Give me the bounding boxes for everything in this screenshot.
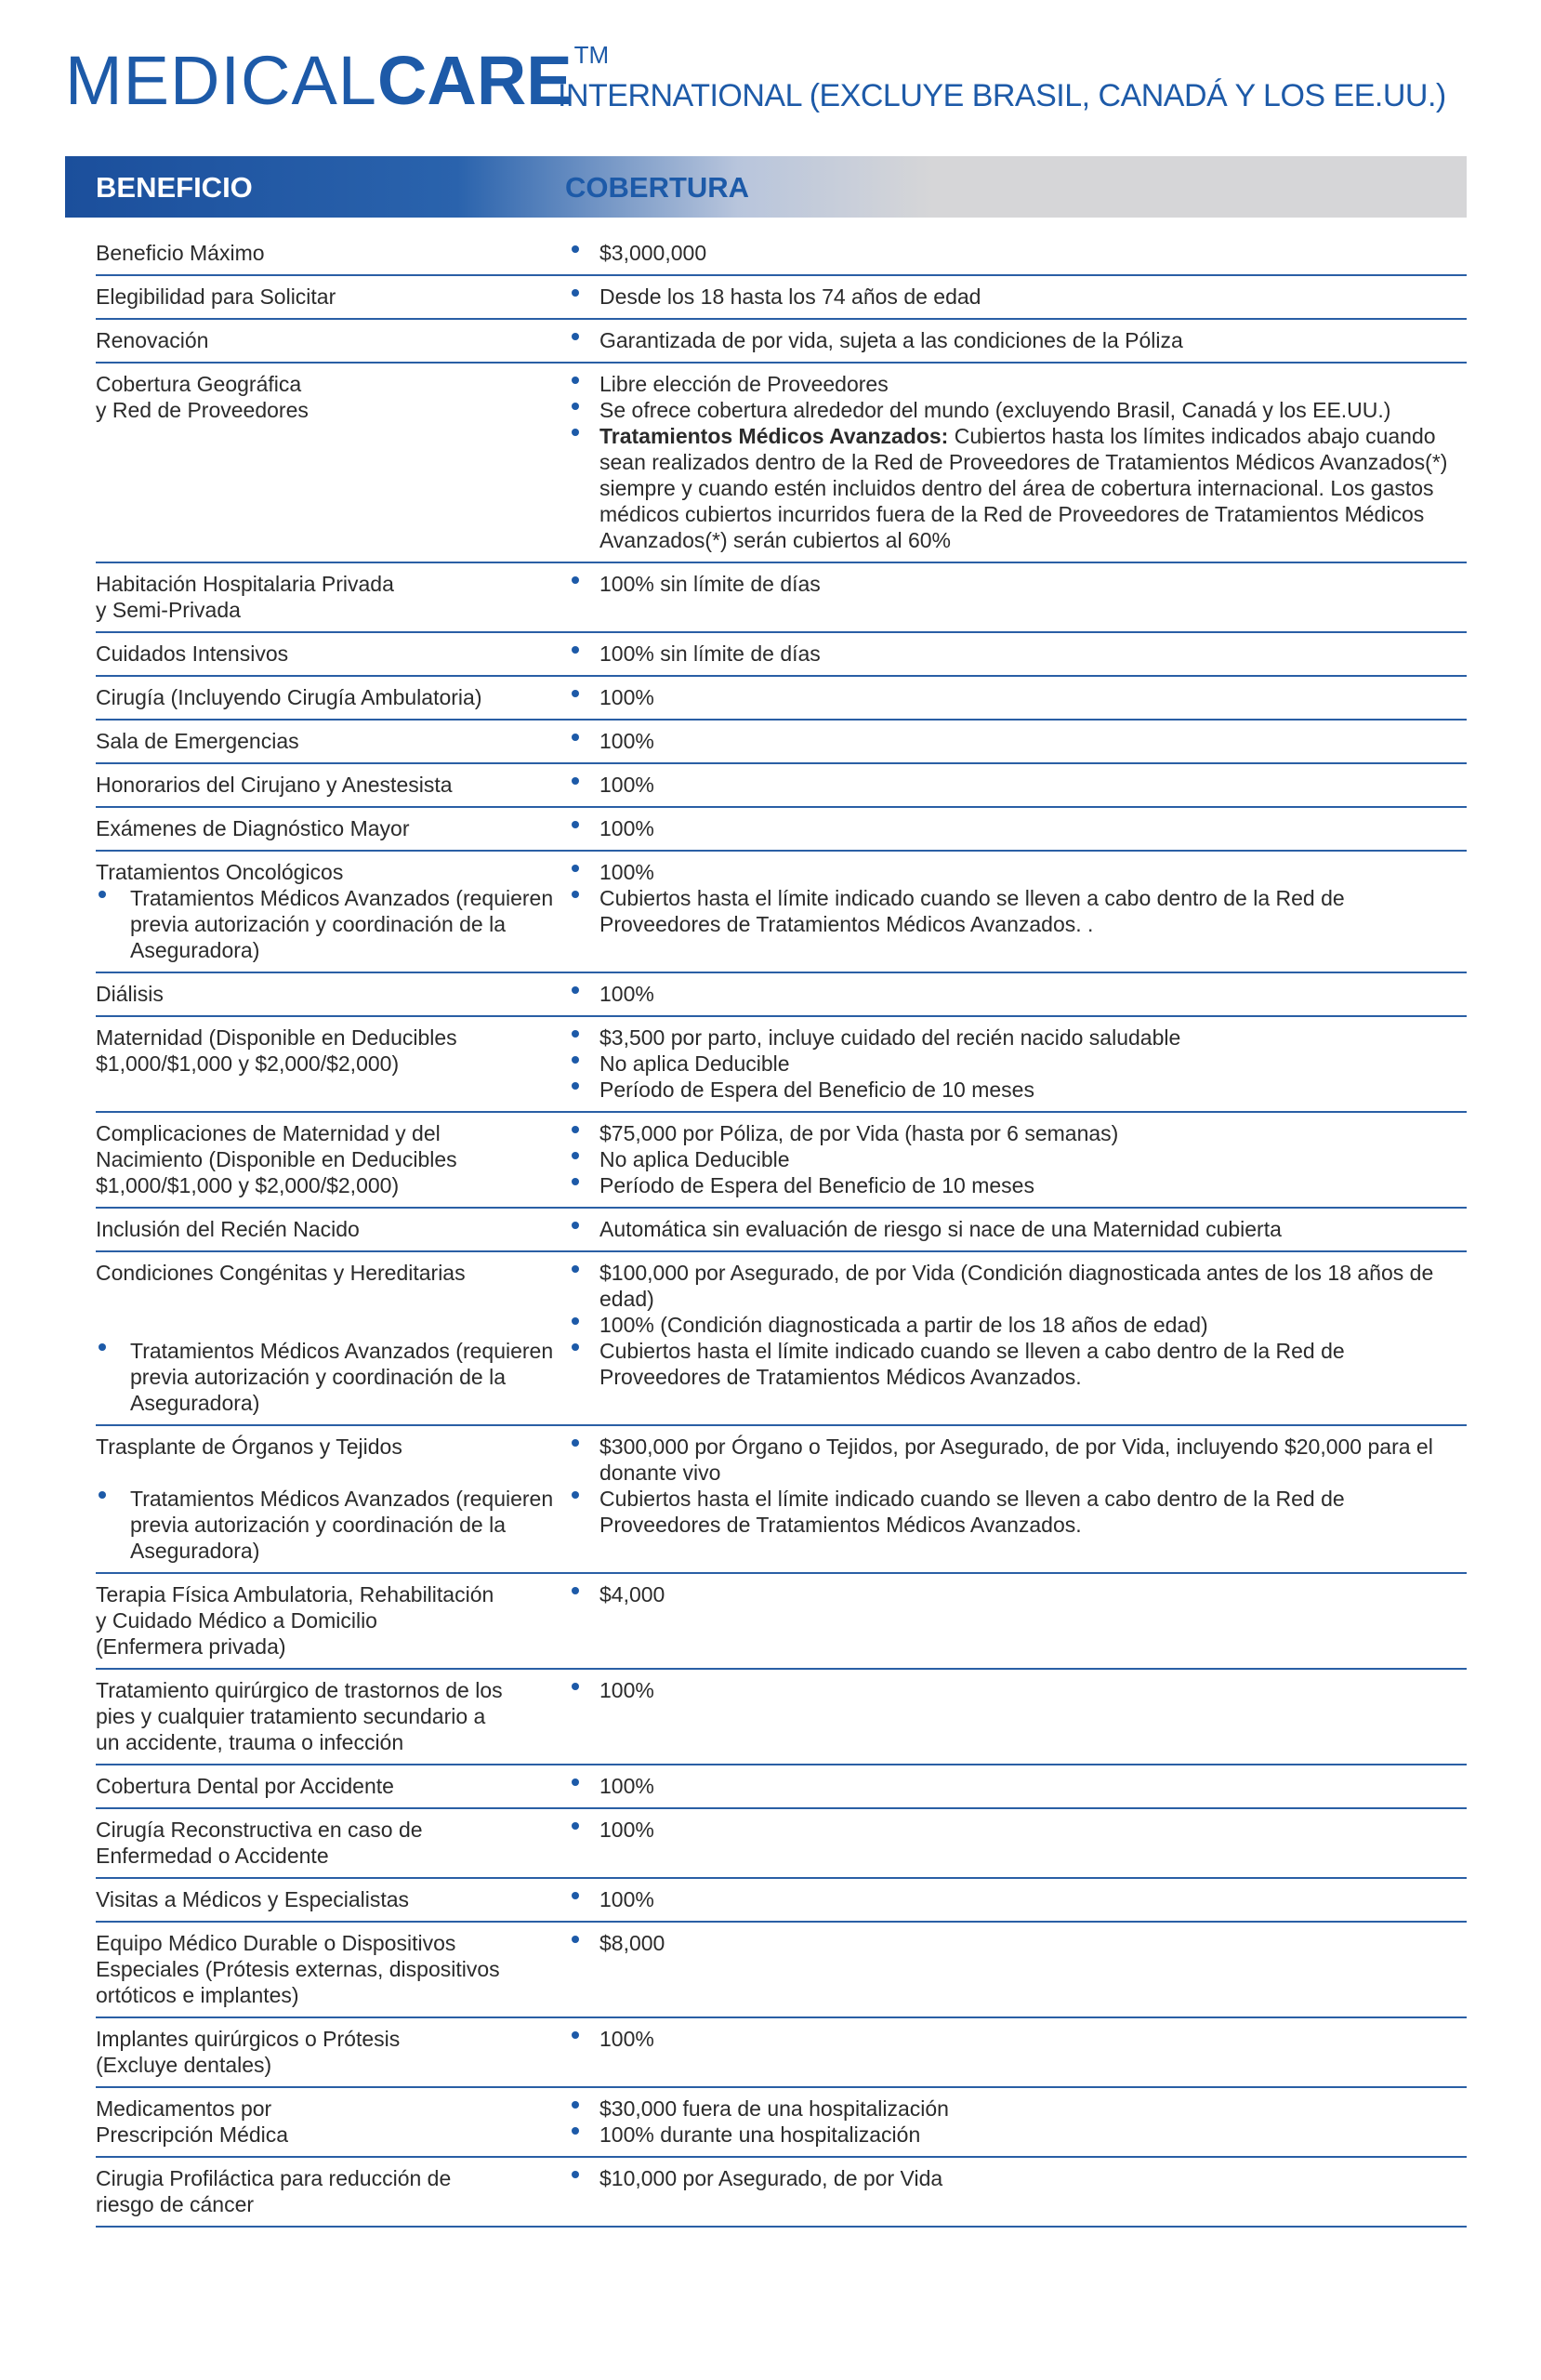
benefit-label: Cuidados Intensivos <box>96 641 289 666</box>
benefit-cell <box>96 1434 565 1564</box>
table-row <box>96 276 1467 320</box>
benefit-label: Tratamientos Oncológicos <box>96 860 344 884</box>
coverage-cell <box>565 1886 1467 1912</box>
benefit-cell <box>96 2096 565 2148</box>
benefit-label: Visitas a Médicos y Especialistas <box>96 1887 410 1911</box>
coverage-item: Desde los 18 hasta los 74 años de edad <box>565 284 1467 310</box>
coverage-item: 100% sin límite de días <box>565 641 1467 667</box>
coverage-cell <box>565 1581 1467 1659</box>
benefit-cell <box>96 1773 565 1799</box>
table-row <box>96 1879 1467 1923</box>
document-subtitle: INTERNATIONAL (EXCLUYE BRASIL, CANADÁ Y LOS EE.UU.) <box>558 78 1446 113</box>
coverage-item: $75,000 por Póliza, de por Vida (hasta por 6 semanas) <box>565 1120 1467 1146</box>
benefit-label: Terapia Física Ambulatoria, Rehabilitación <box>96 1582 494 1606</box>
coverage-item: $3,500 por parto, incluye cuidado del recién nacido saludable <box>565 1025 1467 1051</box>
benefit-label: riesgo de cáncer <box>96 2192 255 2216</box>
coverage-item: 100% <box>565 684 1467 710</box>
benefit-cell <box>96 641 565 667</box>
coverage-item-text: Cubiertos hasta los límites indicados abajo cuando sean realizados dentro de la Red de Proveedores de Tratamientos Médicos Avanzados(*) siempre y cuando estén incluidos dentro del área de cobertura internacional. Los gastos médicos cubiertos incurridos fuera de la Red de Proveedores de Tratamientos Médicos Avanzados(*) serán cubiertos al 60% <box>599 424 1448 552</box>
benefit-label: Habitación Hospitalaria Privada <box>96 572 394 596</box>
table-row <box>96 320 1467 364</box>
coverage-cell <box>565 1773 1467 1799</box>
coverage-item: 100% <box>565 2026 1467 2052</box>
benefit-cell <box>96 684 565 710</box>
brand-bold: CARE <box>376 42 573 119</box>
coverage-item: Cubiertos hasta el límite indicado cuando se lleven a cabo dentro de la Red de Proveedores de Tratamientos Médicos Avanzados. <box>565 1338 1467 1390</box>
benefit-label: Tratamiento quirúrgico de trastornos de los <box>96 1678 503 1702</box>
brand-thin: MEDICAL <box>65 42 377 119</box>
benefit-label: Sala de Emergencias <box>96 729 299 753</box>
benefit-label: y Red de Proveedores <box>96 398 309 422</box>
coverage-cell <box>565 1120 1467 1198</box>
coverage-cell <box>565 772 1467 798</box>
document-title <box>65 40 1446 130</box>
table-row <box>96 721 1467 764</box>
coverage-item <box>565 423 1467 553</box>
coverage-cell <box>565 1930 1467 2008</box>
coverage-item: $30,000 fuera de una hospitalización <box>565 2096 1467 2122</box>
benefit-label: un accidente, trauma o infección <box>96 1730 404 1754</box>
table-row <box>96 1809 1467 1879</box>
coverage-item: 100% <box>565 981 1467 1007</box>
table-row <box>96 563 1467 633</box>
benefit-label: Exámenes de Diagnóstico Mayor <box>96 816 410 840</box>
benefit-label: Beneficio Máximo <box>96 241 265 265</box>
coverage-cell <box>565 1025 1467 1103</box>
coverage-item: Garantizada de por vida, sujeta a las condiciones de la Póliza <box>565 327 1467 353</box>
benefit-sub-item: Tratamientos Médicos Avanzados (requieren previa autorización y coordinación de la Aseguradora) <box>96 1486 556 1564</box>
benefit-cell <box>96 981 565 1007</box>
benefit-cell <box>96 1886 565 1912</box>
benefit-cell <box>96 1677 565 1755</box>
benefit-label: Prescripción Médica <box>96 2122 289 2147</box>
table-row <box>96 364 1467 563</box>
coverage-cell <box>565 1434 1467 1564</box>
benefit-cell <box>96 1817 565 1869</box>
table-row <box>96 1574 1467 1670</box>
benefit-label: Cirugia Profiláctica para reducción de <box>96 2166 452 2190</box>
benefit-label: $1,000/$1,000 y $2,000/$2,000) <box>96 1051 400 1076</box>
coverage-item: 100% (Condición diagnosticada a partir de los 18 años de edad) <box>565 1312 1467 1338</box>
coverage-item: Automática sin evaluación de riesgo si nace de una Maternidad cubierta <box>565 1216 1467 1242</box>
coverage-cell <box>565 728 1467 754</box>
benefit-label: Elegibilidad para Solicitar <box>96 284 336 309</box>
coverage-cell <box>565 327 1467 353</box>
table-row <box>96 764 1467 808</box>
coverage-item: 100% <box>565 815 1467 841</box>
benefit-label: Enfermedad o Accidente <box>96 1844 329 1868</box>
coverage-item: Cubiertos hasta el límite indicado cuando se lleven a cabo dentro de la Red de Proveedores de Tratamientos Médicos Avanzados. . <box>565 885 1467 937</box>
coverage-cell <box>565 571 1467 623</box>
trademark: TM <box>573 40 610 69</box>
benefit-cell <box>96 728 565 754</box>
benefit-label: Implantes quirúrgicos o Prótesis <box>96 2027 401 2051</box>
table-row <box>96 808 1467 852</box>
coverage-item: 100% <box>565 772 1467 798</box>
benefit-label: (Enfermera privada) <box>96 1634 286 1659</box>
coverage-item: 100% durante una hospitalización <box>565 2122 1467 2148</box>
table-row <box>96 1209 1467 1252</box>
coverage-cell <box>565 371 1467 553</box>
header-beneficio: BENEFICIO <box>96 171 253 204</box>
coverage-item: 100% <box>565 728 1467 754</box>
coverage-item: 100% <box>565 1773 1467 1799</box>
table-row <box>96 1113 1467 1209</box>
coverage-cell <box>565 859 1467 963</box>
benefit-cell <box>96 371 565 553</box>
benefit-label: pies y cualquier tratamiento secundario a <box>96 1704 486 1728</box>
table-row <box>96 1252 1467 1426</box>
benefit-label: Equipo Médico Durable o Dispositivos <box>96 1931 456 1955</box>
coverage-item: 100% <box>565 1677 1467 1703</box>
table-row <box>96 2158 1467 2228</box>
benefit-cell <box>96 1581 565 1659</box>
benefit-label: (Excluye dentales) <box>96 2053 272 2077</box>
coverage-cell <box>565 2026 1467 2078</box>
coverage-item: 100% <box>565 859 1467 885</box>
table-row <box>96 2088 1467 2158</box>
coverage-item: Período de Espera del Beneficio de 10 meses <box>565 1172 1467 1198</box>
coverage-cell <box>565 1260 1467 1416</box>
benefit-cell <box>96 772 565 798</box>
benefit-label: Renovación <box>96 328 209 352</box>
coverage-item: Libre elección de Proveedores <box>565 371 1467 397</box>
benefit-label: Complicaciones de Maternidad y del <box>96 1121 441 1145</box>
coverage-cell <box>565 1677 1467 1755</box>
benefit-label: Cobertura Dental por Accidente <box>96 1774 394 1798</box>
benefit-cell <box>96 1216 565 1242</box>
coverage-cell <box>565 284 1467 310</box>
coverage-item: Período de Espera del Beneficio de 10 meses <box>565 1077 1467 1103</box>
coverage-cell <box>565 2096 1467 2148</box>
benefit-label: Diálisis <box>96 982 164 1006</box>
coverage-item: 100% <box>565 1886 1467 1912</box>
coverage-item: No aplica Deducible <box>565 1146 1467 1172</box>
benefit-cell <box>96 815 565 841</box>
coverage-item: $8,000 <box>565 1930 1467 1956</box>
benefit-cell <box>96 327 565 353</box>
table-row <box>96 1923 1467 2018</box>
benefit-label: Cirugía (Incluyendo Cirugía Ambulatoria) <box>96 685 482 709</box>
table-row <box>96 973 1467 1017</box>
coverage-cell <box>565 2165 1467 2217</box>
benefit-cell <box>96 2026 565 2078</box>
header-cobertura: COBERTURA <box>565 171 750 204</box>
benefit-label: Especiales (Prótesis externas, dispositivos <box>96 1957 500 1981</box>
table-header <box>65 156 1467 218</box>
benefit-label: Cobertura Geográfica <box>96 372 302 396</box>
benefit-sub-item: Tratamientos Médicos Avanzados (requieren previa autorización y coordinación de la Aseguradora) <box>96 1338 556 1416</box>
coverage-cell <box>565 981 1467 1007</box>
benefit-cell <box>96 2165 565 2217</box>
benefit-label: Trasplante de Órganos y Tejidos <box>96 1435 402 1459</box>
coverage-cell <box>565 1216 1467 1242</box>
benefits-table <box>96 232 1467 2228</box>
benefit-cell <box>96 571 565 623</box>
benefit-label: y Cuidado Médico a Domicilio <box>96 1608 377 1633</box>
coverage-cell <box>565 641 1467 667</box>
benefit-label: Condiciones Congénitas y Hereditarias <box>96 1261 466 1285</box>
benefit-cell <box>96 1260 565 1416</box>
brand-logo <box>65 40 610 119</box>
benefit-label: Honorarios del Cirujano y Anestesista <box>96 773 453 797</box>
table-row <box>96 2018 1467 2088</box>
benefit-cell <box>96 284 565 310</box>
coverage-item: No aplica Deducible <box>565 1051 1467 1077</box>
coverage-item: Cubiertos hasta el límite indicado cuando se lleven a cabo dentro de la Red de Proveedores de Tratamientos Médicos Avanzados. <box>565 1486 1467 1538</box>
coverage-item: $4,000 <box>565 1581 1467 1607</box>
benefit-label: ortóticos e implantes) <box>96 1983 299 2007</box>
benefit-cell <box>96 859 565 963</box>
coverage-cell <box>565 1817 1467 1869</box>
benefit-label: y Semi-Privada <box>96 598 241 622</box>
benefit-cell <box>96 1025 565 1103</box>
benefit-label: Medicamentos por <box>96 2096 272 2121</box>
coverage-item: $3,000,000 <box>565 240 1467 266</box>
coverage-item: $10,000 por Asegurado, de por Vida <box>565 2165 1467 2191</box>
table-row <box>96 677 1467 721</box>
table-row <box>96 232 1467 276</box>
table-row <box>96 1017 1467 1113</box>
coverage-item: Se ofrece cobertura alrededor del mundo (excluyendo Brasil, Canadá y los EE.UU.) <box>565 397 1467 423</box>
table-row <box>96 1670 1467 1765</box>
coverage-item-bold-prefix: Tratamientos Médicos Avanzados: <box>599 424 949 448</box>
benefit-sub-item: Tratamientos Médicos Avanzados (requieren previa autorización y coordinación de la Aseguradora) <box>96 885 556 963</box>
coverage-item: $100,000 por Asegurado, de por Vida (Condición diagnosticada antes de los 18 años de edad) <box>565 1260 1467 1312</box>
benefit-label: $1,000/$1,000 y $2,000/$2,000) <box>96 1173 400 1197</box>
benefit-cell <box>96 240 565 266</box>
benefit-label: Maternidad (Disponible en Deducibles <box>96 1025 457 1050</box>
benefit-cell <box>96 1120 565 1198</box>
coverage-item: 100% <box>565 1817 1467 1843</box>
coverage-cell <box>565 684 1467 710</box>
coverage-item: $300,000 por Órgano o Tejidos, por Asegurado, de por Vida, incluyendo $20,000 para el donante vivo <box>565 1434 1467 1486</box>
benefit-label: Nacimiento (Disponible en Deducibles <box>96 1147 457 1171</box>
table-row <box>96 852 1467 973</box>
table-row <box>96 1765 1467 1809</box>
coverage-cell <box>565 240 1467 266</box>
table-row <box>96 633 1467 677</box>
coverage-item: 100% sin límite de días <box>565 571 1467 597</box>
benefit-cell <box>96 1930 565 2008</box>
benefit-label: Inclusión del Recién Nacido <box>96 1217 360 1241</box>
table-row <box>96 1426 1467 1574</box>
benefit-label: Cirugía Reconstructiva en caso de <box>96 1818 423 1842</box>
coverage-cell <box>565 815 1467 841</box>
